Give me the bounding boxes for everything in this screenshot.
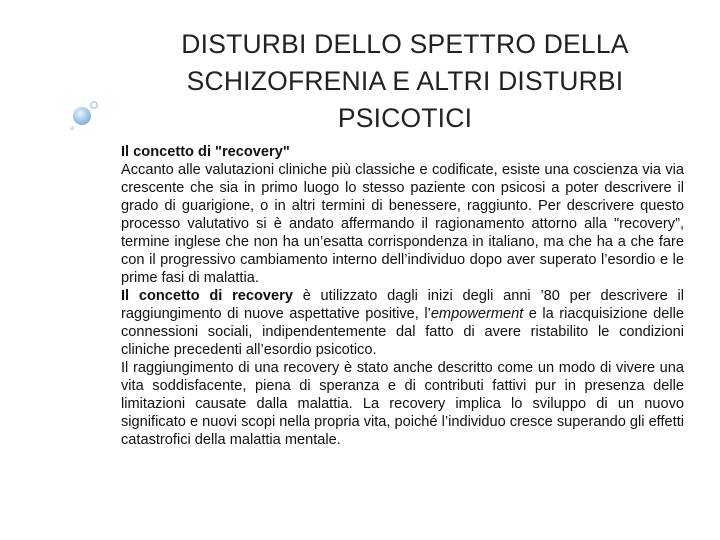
paragraph-2-italic: empowerment (430, 306, 524, 322)
paragraph-2-text-b: e la riacquisizione delle connessioni sociali, indipendentemente dal fatto di avere ristabilito le condizioni cliniche precedenti all’esordio psicotico. (121, 306, 684, 358)
paragraph-2 (121, 287, 684, 359)
small-circle-decoration (91, 102, 97, 108)
large-circle-decoration (73, 107, 91, 125)
paragraph-3: Il raggiungimento di una recovery è stato anche descritto come un modo di vivere una vita soddisfacente, piena di speranza e di contributi fattivi pur in presenza delle limitazioni causate dalla malattia. La recovery implica lo sviluppo di un nuovo significato e nuovi scopi nella propria vita, poiché l’individuo cresce superando gli effetti catastrofici della malattia mentale. (121, 360, 684, 448)
paragraph-1: Accanto alle valutazioni cliniche più classiche e codificate, esiste una coscienza via via crescente che sia in primo luogo lo stesso paziente con psicosi a poter descrivere il grado di guarigione, o in altri termini di benessere, raggiunto. Per descrivere questo processo valutativo si è andato affermando il ragionamento attorno alla "recovery”, termine inglese che non ha un’esatta corrispondenza in italiano, ma che ha a che fare con il progressivo cambiamento interno dell’individuo dopo aver superato l’esordio e le prime fasi di malattia. (121, 162, 684, 286)
decorative-circles (0, 0, 120, 160)
tiny-circle-decoration (70, 126, 74, 130)
slide-title: DISTURBI DELLO SPETTRO DELLA SCHIZOFRENIA E ALTRI DISTURBI PSICOTICI (181, 29, 629, 133)
paragraph-2-bold-lead: Il concetto di recovery (121, 288, 293, 304)
slide-body (121, 143, 684, 449)
section-heading: Il concetto di "recovery" (121, 144, 290, 160)
paragraph-2-text-a: è utilizzato dagli inizi degli anni ’80 per descrivere il raggiungimento di nuove aspettative positive, l’ (121, 288, 684, 322)
